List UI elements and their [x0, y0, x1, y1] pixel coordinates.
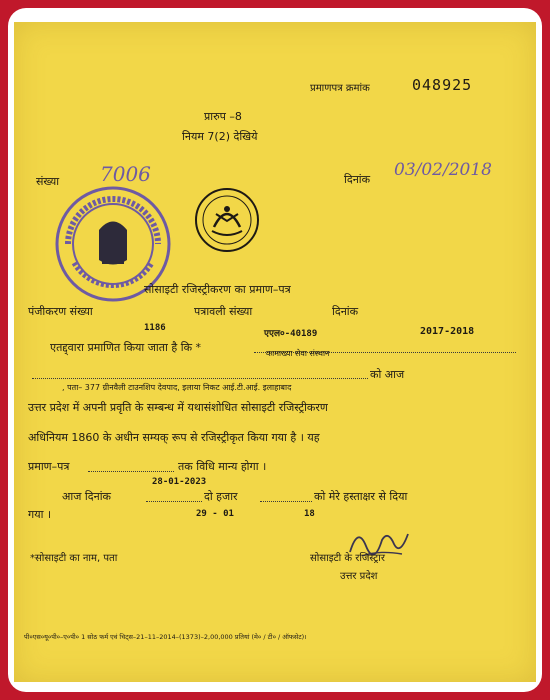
col-date: दिनांक — [332, 305, 359, 318]
valid-prefix: प्रमाण–पत्र — [28, 460, 70, 473]
gaya-text: गया । — [28, 508, 52, 521]
date-label: दिनांक — [344, 173, 371, 186]
date-handwritten: 03/02/2018 — [394, 160, 492, 180]
col-registration-no: पंजीकरण संख्या — [28, 305, 93, 318]
para-line-2: अधिनियम 1860 के अधीन सम्यक् रूप से रजिस्ट्रीकृत किया गया है । यह — [28, 431, 320, 444]
day-blank-line — [146, 501, 202, 502]
valid-until-value: 28-01-2023 — [152, 477, 207, 487]
footnote-text: *सोसाइटी का नाम, पता — [30, 553, 118, 564]
rule-reference: नियम 7(2) देखिये — [182, 130, 258, 143]
society-name-value: कामाख्या सेवा संस्थान — [266, 349, 330, 358]
form-number: प्रारुप –8 — [204, 110, 242, 123]
file-no-value: एएल०-40189 — [264, 329, 318, 339]
col-file-no: पत्रावली संख्या — [194, 305, 253, 318]
sankhya-label: संख्या — [36, 175, 60, 188]
sankhya-handwritten: 7006 — [100, 162, 151, 186]
today-label: आज दिनांक — [62, 490, 111, 503]
serial-label: प्रमाणपत्र क्रमांक — [310, 83, 370, 94]
aaj-text: को आज — [370, 368, 405, 381]
reg-date-value: 2017-2018 — [420, 326, 475, 337]
certify-text: एतद्द्वारा प्रमाणित किया जाता है कि * — [50, 341, 202, 354]
registrar-title: सोसाइटी के रजिस्ट्रार — [310, 553, 385, 564]
para-line-1: उत्तर प्रदेश में अपनी प्रवृति के सम्बन्ध में यथासंशोधित सोसाइटी रजिस्ट्रीकरण — [28, 401, 328, 414]
certificate-title: सोसाइटी रजिस्ट्रीकरण का प्रमाण–पत्र — [144, 283, 291, 296]
signed-text: को मेरे हस्ताक्षर से दिया — [314, 490, 408, 503]
serial-number: 048925 — [412, 76, 473, 94]
day-month-value: 29 - 01 — [196, 509, 234, 519]
valid-suffix: तक विधि मान्य होगा । — [178, 460, 267, 473]
valid-blank-line — [88, 471, 174, 472]
year-value: 18 — [304, 509, 315, 519]
year-blank-line — [260, 501, 312, 502]
society-blank-line — [32, 378, 368, 379]
certificate-paper — [14, 22, 536, 682]
registration-no-value: 1186 — [144, 323, 166, 333]
printer-imprint: पी०एस०यू०पी०–ए०पी० 1 सोठ फर्म एवं चिट्स–21–11–2014–(1373)–2,00,000 प्रतियां (मे० / टी० / ऑफसेट)। — [24, 633, 307, 641]
two-thousand-text: दो हजार — [204, 490, 238, 503]
registrar-state: उत्तर प्रदेश — [340, 571, 378, 582]
up-government-emblem-icon — [194, 187, 260, 253]
society-address: , पता– 377 ग्रीनवैली टाउनशिप देवपाद, इलाया निकट आई.टी.आई. इलाहाबाद — [62, 383, 292, 392]
